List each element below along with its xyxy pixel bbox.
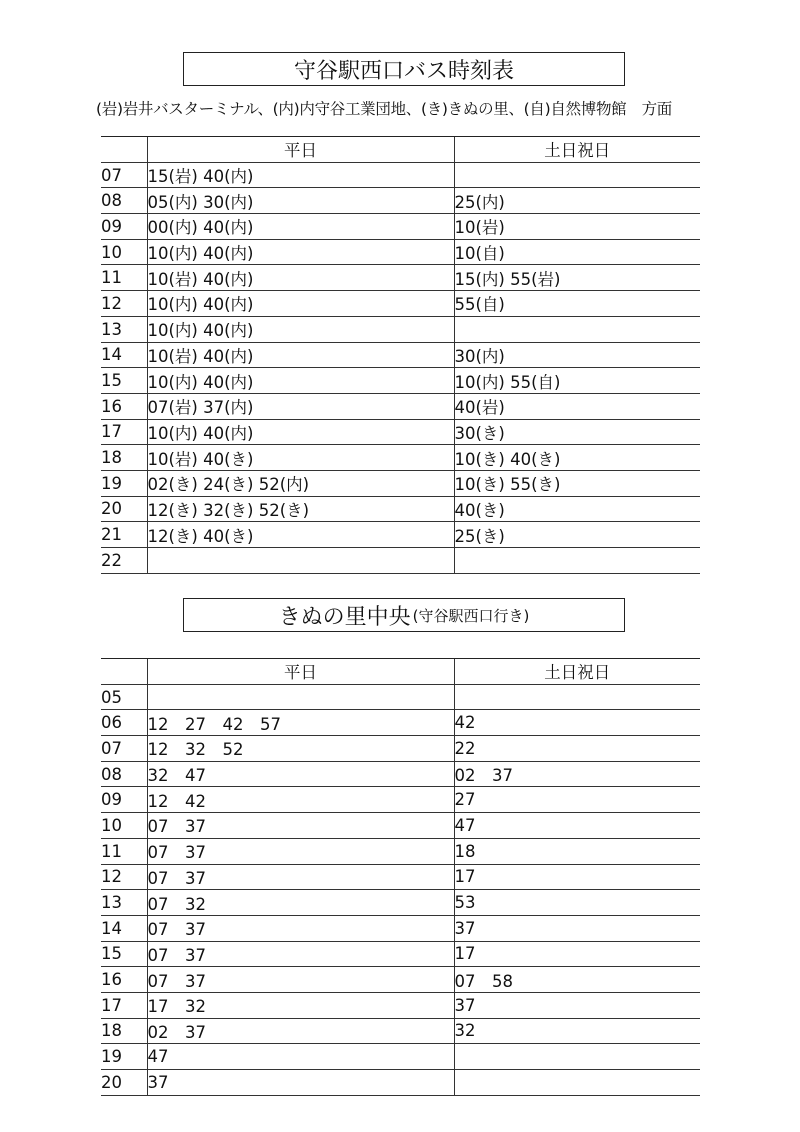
table-row (101, 445, 700, 471)
weekday-times-cell (147, 214, 454, 240)
hour-cell (101, 368, 147, 394)
holiday-times-cell (454, 941, 700, 967)
table-row (101, 291, 700, 317)
hour-cell-text: 15 (101, 944, 122, 964)
hour-cell-text: 09 (101, 790, 122, 810)
hour-cell-text: 11 (101, 841, 122, 861)
hour-cell-text: 17 (101, 995, 122, 1015)
hour-cell-text: 16 (101, 396, 122, 416)
timetable-title-moriya-west (183, 52, 625, 86)
weekday-times-cell-text: 07 37 (147, 920, 206, 940)
weekday-times-cell (147, 470, 454, 496)
hour-cell-text: 08 (101, 764, 122, 784)
holiday-times-cell (454, 992, 700, 1018)
holiday-times-cell-text: 37 (454, 918, 476, 938)
weekday-times-cell (147, 1018, 454, 1044)
table-row (101, 684, 700, 710)
hour-cell-text: 10 (101, 815, 122, 835)
weekday-times-cell-text: 10(内) 40(内) (147, 244, 254, 264)
weekday-times-cell (147, 239, 454, 265)
hour-cell-text: 11 (101, 268, 122, 288)
holiday-times-cell-text: 02 37 (454, 766, 513, 786)
holiday-times-cell (454, 787, 700, 813)
hour-cell-text: 13 (101, 893, 122, 913)
table-row (101, 992, 700, 1018)
weekday-times-cell-text: 10(岩) 40(内) (147, 269, 254, 289)
hour-cell (101, 342, 147, 368)
table-row (101, 393, 700, 419)
hour-cell (101, 967, 147, 993)
hour-cell-text: 19 (101, 473, 122, 493)
holiday-times-cell-text: 53 (454, 893, 476, 913)
table-row (101, 1018, 700, 1044)
hour-cell (101, 838, 147, 864)
hour-cell (101, 1070, 147, 1096)
hour-cell (101, 710, 147, 736)
timetable-kinunosato (101, 658, 700, 1096)
holiday-times-cell (454, 291, 700, 317)
holiday-times-cell (454, 710, 700, 736)
holiday-times-cell-text: 37 (454, 995, 476, 1015)
weekday-times-cell (147, 445, 454, 471)
weekday-times-cell (147, 419, 454, 445)
hour-cell-text: 14 (101, 345, 122, 365)
weekday-times-cell (147, 1070, 454, 1096)
hour-cell-text: 08 (101, 191, 122, 211)
weekday-times-cell-text: 02 37 (147, 1022, 206, 1042)
title-text: きぬの里中央 (278, 604, 411, 630)
weekday-times-cell-text: 10(岩) 40(内) (147, 346, 254, 366)
weekday-times-cell-text: 07 32 (147, 894, 206, 914)
hour-cell-text: 18 (101, 1021, 122, 1041)
weekday-times-cell-text: 10(内) 40(内) (147, 423, 254, 443)
holiday-times-cell (454, 316, 700, 342)
holiday-column-header: 土日祝日 (454, 137, 700, 163)
holiday-times-cell-text: 10(き) 40(き) (454, 449, 561, 469)
weekday-times-cell (147, 813, 454, 839)
weekday-times-cell-text: 10(岩) 40(き) (147, 449, 254, 469)
hour-column-header (101, 659, 147, 685)
weekday-times-cell (147, 548, 454, 574)
table-row (101, 419, 700, 445)
holiday-times-cell-text: 42 (454, 713, 476, 733)
table-row (101, 1044, 700, 1070)
holiday-times-cell-text: 07 58 (454, 971, 513, 991)
hour-cell-text: 22 (101, 550, 122, 570)
weekday-times-cell-text: 07(岩) 37(内) (147, 398, 254, 418)
holiday-times-cell (454, 496, 700, 522)
holiday-times-cell-text: 25(内) (454, 192, 505, 212)
holiday-times-cell (454, 967, 700, 993)
weekday-times-cell-text: 07 37 (147, 868, 206, 888)
timetable-title-kinunosato (183, 598, 625, 632)
hour-cell (101, 992, 147, 1018)
weekday-times-cell (147, 992, 454, 1018)
hour-cell (101, 496, 147, 522)
hour-cell (101, 915, 147, 941)
table-row (101, 736, 700, 762)
hour-cell (101, 445, 147, 471)
weekday-times-cell-text: 10(内) 40(内) (147, 372, 254, 392)
holiday-times-cell-text: 10(自) (454, 244, 505, 264)
hour-cell (101, 684, 147, 710)
holiday-column-header: 土日祝日 (454, 659, 700, 685)
weekday-times-cell (147, 890, 454, 916)
holiday-times-cell-text: 27 (454, 790, 476, 810)
weekday-times-cell (147, 188, 454, 214)
weekday-times-cell-text: 10(内) 40(内) (147, 321, 254, 341)
holiday-times-cell (454, 265, 700, 291)
table-row (101, 838, 700, 864)
holiday-times-cell-text: 47 (454, 815, 476, 835)
table-row (101, 548, 700, 574)
holiday-times-cell-text: 18 (454, 841, 476, 861)
hour-cell (101, 316, 147, 342)
table-row (101, 188, 700, 214)
weekday-column-header: 平日 (147, 659, 454, 685)
hour-cell (101, 522, 147, 548)
holiday-times-cell (454, 838, 700, 864)
hour-cell (101, 239, 147, 265)
weekday-times-cell-text: 47 (147, 1047, 169, 1067)
weekday-times-cell-text: 37 (147, 1072, 169, 1092)
table-row (101, 967, 700, 993)
holiday-times-cell (454, 188, 700, 214)
holiday-times-cell (454, 1018, 700, 1044)
hour-cell-text: 15 (101, 371, 122, 391)
hour-cell (101, 291, 147, 317)
timetable-moriya-west (101, 136, 700, 574)
hour-cell-text: 20 (101, 499, 122, 519)
hour-cell (101, 470, 147, 496)
weekday-column-header: 平日 (147, 137, 454, 163)
hour-cell (101, 188, 147, 214)
weekday-times-cell (147, 736, 454, 762)
holiday-times-cell (454, 548, 700, 574)
holiday-times-cell (454, 368, 700, 394)
table-row (101, 813, 700, 839)
table-row (101, 162, 700, 188)
table-row (101, 915, 700, 941)
hour-cell (101, 419, 147, 445)
weekday-times-cell (147, 1044, 454, 1070)
hour-cell-text: 17 (101, 422, 122, 442)
weekday-times-cell-text: 02(き) 24(き) 52(内) (147, 475, 310, 495)
weekday-times-cell-text: 07 37 (147, 971, 206, 991)
holiday-times-cell (454, 1070, 700, 1096)
holiday-times-cell-text: 17 (454, 944, 476, 964)
holiday-times-cell (454, 1044, 700, 1070)
holiday-times-cell-text: 17 (454, 867, 476, 887)
hour-cell (101, 813, 147, 839)
weekday-times-cell-text: 05(内) 30(内) (147, 192, 254, 212)
table-row (101, 214, 700, 240)
holiday-times-cell-text: 55(自) (454, 295, 505, 315)
holiday-times-cell-text: 15(内) 55(岩) (454, 269, 561, 289)
hour-cell-text: 18 (101, 448, 122, 468)
weekday-times-cell-text: 17 32 (147, 997, 206, 1017)
table-header-row (101, 137, 700, 163)
table-row (101, 470, 700, 496)
table-row (101, 761, 700, 787)
table-header-row (101, 659, 700, 685)
table-row (101, 496, 700, 522)
holiday-times-cell (454, 761, 700, 787)
hour-cell (101, 890, 147, 916)
hour-cell-text: 21 (101, 525, 122, 545)
holiday-times-cell (454, 684, 700, 710)
hour-cell (101, 941, 147, 967)
hour-cell-text: 12 (101, 293, 122, 313)
holiday-times-cell (454, 393, 700, 419)
hour-cell (101, 761, 147, 787)
hour-cell-text: 20 (101, 1072, 122, 1092)
table-row (101, 710, 700, 736)
weekday-times-cell-text: 12 42 (147, 791, 206, 811)
table-row (101, 941, 700, 967)
hour-cell-text: 07 (101, 738, 122, 758)
hour-cell (101, 864, 147, 890)
weekday-times-cell (147, 915, 454, 941)
holiday-times-cell (454, 736, 700, 762)
table-row (101, 864, 700, 890)
weekday-times-cell-text: 15(岩) 40(内) (147, 167, 254, 187)
weekday-times-cell (147, 941, 454, 967)
hour-cell (101, 736, 147, 762)
holiday-times-cell (454, 470, 700, 496)
weekday-times-cell (147, 522, 454, 548)
holiday-times-cell-text: 10(き) 55(き) (454, 475, 561, 495)
weekday-times-cell-text: 00(内) 40(内) (147, 218, 254, 238)
table-row (101, 890, 700, 916)
hour-cell (101, 1018, 147, 1044)
weekday-times-cell (147, 864, 454, 890)
hour-cell (101, 162, 147, 188)
weekday-times-cell (147, 291, 454, 317)
holiday-times-cell (454, 342, 700, 368)
hour-cell (101, 393, 147, 419)
holiday-times-cell-text: 32 (454, 1021, 476, 1041)
holiday-times-cell (454, 445, 700, 471)
holiday-times-cell-text: 25(き) (454, 526, 505, 546)
hour-cell-text: 19 (101, 1047, 122, 1067)
holiday-times-cell (454, 419, 700, 445)
weekday-times-cell-text: 07 37 (147, 817, 206, 837)
weekday-times-cell (147, 265, 454, 291)
holiday-times-cell (454, 239, 700, 265)
hour-cell (101, 265, 147, 291)
weekday-times-cell (147, 393, 454, 419)
holiday-times-cell-text: 30(内) (454, 346, 505, 366)
weekday-times-cell-text: 07 37 (147, 945, 206, 965)
hour-cell (101, 1044, 147, 1070)
holiday-times-cell (454, 214, 700, 240)
weekday-times-cell-text: 12(き) 32(き) 52(き) (147, 500, 310, 520)
weekday-times-cell (147, 496, 454, 522)
weekday-times-cell (147, 162, 454, 188)
weekday-times-cell-text: 07 37 (147, 843, 206, 863)
table-row (101, 368, 700, 394)
weekday-times-cell (147, 787, 454, 813)
table-row (101, 239, 700, 265)
weekday-times-cell (147, 684, 454, 710)
hour-cell-text: 05 (101, 687, 122, 707)
holiday-times-cell (454, 890, 700, 916)
holiday-times-cell (454, 864, 700, 890)
hour-column-header (101, 137, 147, 163)
table-row (101, 522, 700, 548)
holiday-times-cell-text: 40(き) (454, 500, 505, 520)
holiday-times-cell (454, 522, 700, 548)
holiday-times-cell-text: 10(内) 55(自) (454, 372, 561, 392)
hour-cell (101, 787, 147, 813)
destinations-legend: (岩)岩井バスターミナル、(内)内守谷工業団地、(き)きぬの里、(自)自然博物館 方面 (96, 100, 672, 118)
hour-cell (101, 214, 147, 240)
hour-cell-text: 13 (101, 319, 122, 339)
table-row (101, 342, 700, 368)
title-direction: (守谷駅西口行き) (412, 606, 530, 625)
weekday-times-cell-text: 12 32 52 (147, 740, 244, 760)
hour-cell-text: 16 (101, 970, 122, 990)
holiday-times-cell (454, 813, 700, 839)
weekday-times-cell (147, 316, 454, 342)
hour-cell-text: 07 (101, 165, 122, 185)
holiday-times-cell (454, 915, 700, 941)
weekday-times-cell-text: 12(き) 40(き) (147, 526, 254, 546)
weekday-times-cell-text: 12 27 42 57 (147, 714, 281, 734)
holiday-times-cell-text: 10(岩) (454, 218, 505, 238)
hour-cell-text: 10 (101, 242, 122, 262)
table-row (101, 1070, 700, 1096)
hour-cell-text: 12 (101, 867, 122, 887)
weekday-times-cell (147, 967, 454, 993)
weekday-times-cell-text: 32 47 (147, 766, 206, 786)
weekday-times-cell (147, 342, 454, 368)
holiday-times-cell-text: 30(き) (454, 423, 505, 443)
table-row (101, 265, 700, 291)
table-row (101, 316, 700, 342)
weekday-times-cell-text: 10(内) 40(内) (147, 295, 254, 315)
hour-cell-text: 14 (101, 918, 122, 938)
holiday-times-cell-text: 40(岩) (454, 398, 505, 418)
hour-cell-text: 09 (101, 216, 122, 236)
hour-cell (101, 548, 147, 574)
hour-cell-text: 06 (101, 713, 122, 733)
weekday-times-cell (147, 838, 454, 864)
title-text: 守谷駅西口バス時刻表 (293, 58, 514, 84)
weekday-times-cell (147, 761, 454, 787)
weekday-times-cell (147, 710, 454, 736)
table-row (101, 787, 700, 813)
holiday-times-cell (454, 162, 700, 188)
holiday-times-cell-text: 22 (454, 738, 476, 758)
weekday-times-cell (147, 368, 454, 394)
